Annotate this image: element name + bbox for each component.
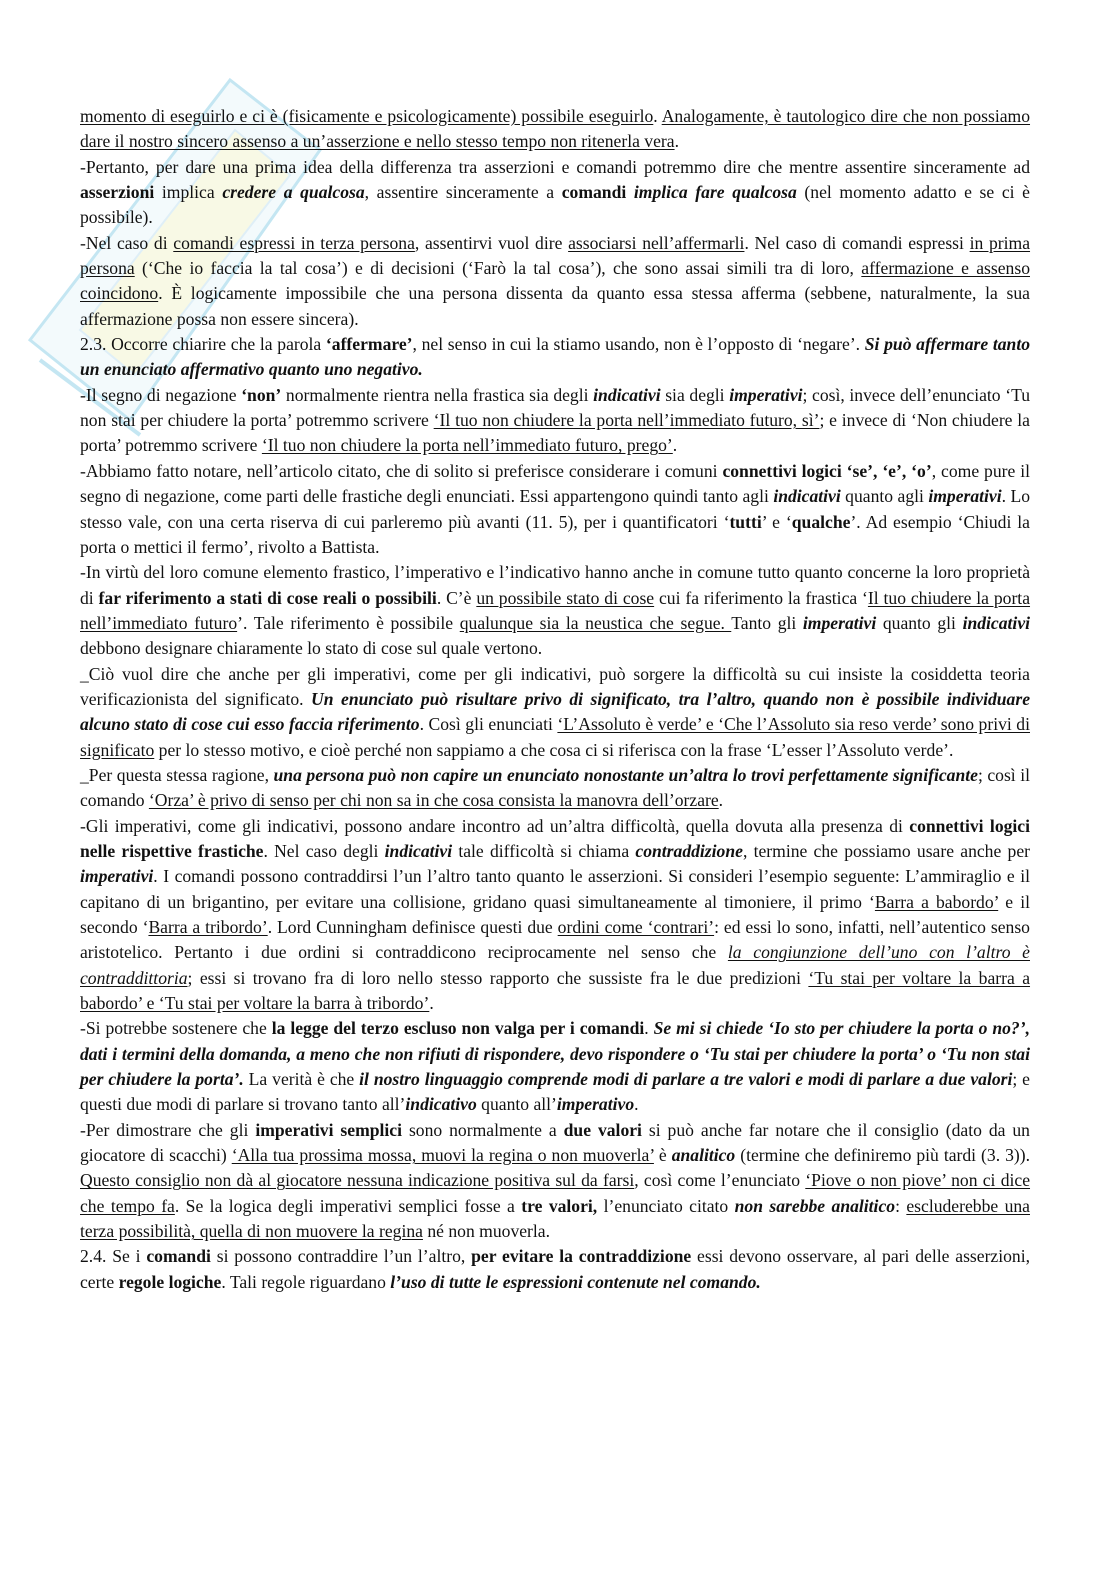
text-segment: ‘Alla tua prossima mossa, muovi la regina o non muoverla’ <box>231 1145 654 1166</box>
text-segment: . Nel caso degli <box>263 840 385 861</box>
text-segment: 2.4. Se i <box>80 1246 147 1267</box>
text-segment: in prima persona <box>80 232 1031 279</box>
text-segment: affermazione e assenso coincidono <box>80 258 1030 304</box>
paragraph <box>80 814 1030 1017</box>
text-segment: Si può affermare tanto un enunciato affermativo quanto uno negativo. <box>80 334 1031 380</box>
text-segment: Barra a babordo’ <box>874 891 999 912</box>
text-segment: , nel senso in cui la stiamo usando, non è l’opposto di ‘negare’. <box>412 334 865 355</box>
text-segment: tale difficoltà si chiama <box>452 840 636 861</box>
text-segment: si possono contraddire l’un l’altro, <box>210 1246 472 1267</box>
text-segment: . Lord Cunningham definisce questi due <box>267 917 558 937</box>
text-segment: una persona può non capire un enunciato nonostante un’altra lo trovi perfettamente significante <box>273 764 978 785</box>
text-segment: : <box>895 1195 907 1216</box>
text-segment: l’uso di tutte le espressioni contenute nel comando. <box>390 1271 761 1292</box>
paragraph <box>80 763 1030 814</box>
text-segment: -Si potrebbe sostenere che <box>80 1018 272 1039</box>
text-segment: , assentirvi vuol dire <box>414 232 569 253</box>
paragraph <box>80 662 1030 763</box>
text-segment: ’. Tale riferimento è possibile <box>237 612 460 633</box>
text-segment: ’. Ad esempio ‘Chiudi la porta o mettici il fermo’, rivolto a Battista. <box>80 511 1030 557</box>
text-segment: si può anche far notare che il consiglio (dato da un giocatore di scacchi) <box>80 1119 1030 1166</box>
text-segment: , termine che possiamo usare anche per <box>742 840 1030 861</box>
text-segment: qualche <box>791 511 851 532</box>
text-segment: ; e invece di ‘Non chiudere la porta’ potremmo scrivere <box>80 410 1030 456</box>
text-segment: : ed essi lo sono, infatti, nell’autentico senso aristotelico. Pertanto i due ordini si contraddicono reciprocamente nel senso che <box>80 917 1030 963</box>
text-segment: comandi espressi in terza persona <box>173 232 415 253</box>
text-segment: -Per dimostrare che gli <box>80 1119 256 1140</box>
text-segment: -Nel caso di <box>80 232 174 253</box>
text-segment: imperativi <box>928 486 1002 507</box>
text-segment <box>626 182 634 202</box>
text-segment: comandi <box>146 1246 211 1267</box>
text-segment: ‘Il tuo non chiudere la porta nell’immediato futuro, prego’ <box>261 435 673 456</box>
text-segment: credere a qualcosa <box>222 182 365 203</box>
text-segment: Un enunciato può risultare privo di significato, tra l’altro, quando non è possibile individuare alcuno stato di cose cui esso faccia riferimento <box>80 688 1030 735</box>
text-segment: -In virtù del loro comune elemento frastico, l’imperativo e l’indicativo hanno anche in comune tutto quanto concerne la loro proprietà di <box>80 562 1030 608</box>
text-segment: ; e questi due modi di parlare si trovano tanto all’ <box>80 1069 1030 1115</box>
text-segment: Barra a tribordo’ <box>148 917 268 937</box>
text-segment: un possibile stato di cose <box>476 587 655 608</box>
text-segment: _Per questa stessa ragione, <box>80 764 274 785</box>
text-segment: , assentire sinceramente a <box>364 182 562 203</box>
text-segment: . <box>644 1018 654 1039</box>
text-segment: la legge del terzo escluso non valga per i comandi <box>271 1018 645 1039</box>
text-segment: quanto all’ <box>476 1094 557 1115</box>
paragraph <box>80 104 1030 155</box>
text-segment: comandi <box>561 182 627 203</box>
text-segment: ‘non’ <box>241 384 282 405</box>
text-segment: . C’è <box>436 587 477 608</box>
text-segment: connettivi logici ‘se’, ‘e’, ‘o’ <box>722 460 932 481</box>
text-segment: _Ciò vuol dire che anche per gli imperativi, come per gli indicativi, può sorgere la difficoltà su cui insiste la cosiddetta teoria verificazionista del significato. <box>80 663 1030 709</box>
paragraph <box>80 155 1030 231</box>
text-segment: imperativi <box>802 612 877 633</box>
text-segment: indicativi <box>773 486 841 507</box>
document-body <box>80 104 1030 1295</box>
text-segment: due valori <box>563 1119 642 1140</box>
paragraph <box>80 1244 1030 1295</box>
paragraph <box>80 560 1030 661</box>
text-segment: ‘affermare’ <box>325 334 413 355</box>
text-segment: cui fa riferimento la frastica ‘ <box>654 587 868 608</box>
paragraph <box>80 332 1030 383</box>
text-segment: . Tali regole riguardano <box>221 1271 391 1292</box>
text-segment: implica fare qualcosa <box>633 182 797 203</box>
text-segment: contraddizione <box>635 840 743 861</box>
paragraph <box>80 459 1030 560</box>
text-segment: Questo consiglio non dà al giocatore nessuna indicazione positiva sul da farsi <box>80 1170 635 1191</box>
text-segment: imperativi semplici <box>255 1119 402 1140</box>
text-segment: normalmente rientra nella frastica sia degli <box>281 384 594 405</box>
text-segment: ‘Tu stai per voltare la barra a babordo’ e ‘Tu stai per voltare la barra à tribordo’ <box>80 967 1031 1014</box>
text-segment: . <box>653 106 662 126</box>
text-segment: escluderebbe una terza possibilità, quella di non muovere la regina <box>80 1195 1030 1242</box>
text-segment: imperativo <box>556 1094 635 1115</box>
text-segment: . <box>429 993 434 1014</box>
text-segment: la congiunzione dell’uno con l’altro è contraddittoria <box>80 942 1030 988</box>
text-segment: indicativo <box>405 1094 477 1115</box>
text-segment: (nel momento adatto e se ci è possibile). <box>80 182 1030 228</box>
text-segment: ’ e ‘ <box>761 511 792 532</box>
text-segment: indicativi <box>384 840 453 861</box>
text-segment: imperativi <box>729 384 803 405</box>
text-segment: . Se la logica degli imperativi semplici fosse a <box>174 1195 522 1216</box>
text-segment: -Il segno di negazione <box>80 384 242 405</box>
text-segment: far riferimento a stati di cose reali o possibili <box>98 587 437 608</box>
paragraph <box>80 383 1030 459</box>
text-segment: tre valori, <box>521 1195 598 1216</box>
text-segment: . <box>674 131 679 152</box>
text-segment: sono normalmente a <box>402 1119 564 1140</box>
text-segment: , così come l’enunciato <box>634 1170 806 1191</box>
text-segment: . I comandi possono contraddirsi l’un l’altro tanto quanto le asserzioni. Si consideri l’esempio seguente: L’ammiraglio e il capitano di un brigantino, per evitare una collisione, gridano quasi simultaneamente al timoniere, il primo ‘ <box>80 866 1030 912</box>
text-segment: Il tuo chiudere la porta nell’immediato futuro <box>80 587 1031 633</box>
text-segment: tutti <box>729 511 762 532</box>
text-segment: . Lo stesso vale, con una certa riserva di cui parleremo più avanti (11. 5), per i quantificatori ‘ <box>80 486 1031 532</box>
text-segment: implica <box>154 182 223 203</box>
text-segment: ordini come ‘contrari’ <box>557 917 715 937</box>
text-segment: qualunque sia la neustica che segue. <box>459 612 732 633</box>
text-segment: è <box>653 1145 672 1166</box>
text-segment: e il secondo ‘ <box>80 891 1030 937</box>
text-segment: Se mi si chiede ‘Io sto per chiudere la porta o no?’, dati i termini della domanda, a meno che non rifiuti di rispondere, devo rispondere o ‘Tu stai per chiudere la porta’ o ‘Tu non stai per chiudere la porta’. <box>80 1018 1030 1090</box>
text-segment: . <box>672 435 678 456</box>
paragraph <box>80 231 1030 332</box>
text-segment: il nostro linguaggio comprende modi di parlare a tre valori e modi di parlare a due valori <box>359 1069 1013 1090</box>
paragraph <box>80 1118 1030 1245</box>
text-segment: La verità è che <box>243 1069 360 1090</box>
text-segment: . Così gli enunciati <box>419 714 558 735</box>
text-segment: ‘L’Assoluto è verde’ e ‘Che l’Assoluto sia reso verde’ sono privi di significato <box>80 714 1030 760</box>
text-segment: connettivi logici nelle rispettive frastiche <box>80 815 1030 861</box>
text-segment: (termine che definiremo più tardi (3. 3)). <box>735 1145 1030 1166</box>
text-segment: . È logicamente impossibile che una persona dissenta da quanto essa stessa afferma (sebbene, naturalmente, la sua affermazione possa non essere sincera). <box>80 283 1030 329</box>
text-segment: asserzioni <box>80 182 155 203</box>
text-segment: . Nel caso di comandi espressi <box>744 232 970 253</box>
text-segment: associarsi nell’affermarli <box>568 232 745 253</box>
text-segment: essi devono osservare, al pari delle asserzioni, certe <box>80 1246 1031 1292</box>
text-segment: debbono designare chiaramente lo stato di cose sul quale vertono. <box>80 638 543 659</box>
text-segment: . <box>634 1094 639 1115</box>
text-segment: , come pure il segno di negazione, come parti delle frastiche degli enunciati. Essi appartengono quindi tanto agli <box>80 460 1031 507</box>
text-segment: quanto agli <box>840 486 929 507</box>
text-segment: analitico <box>671 1145 736 1166</box>
text-segment: ‘Orza’ è privo di senso per chi non sa in che cosa consista la manovra dell’orzare <box>148 790 719 811</box>
text-segment: momento di eseguirlo e ci è (fisicamente e psicologicamente) possibile eseguirlo <box>80 106 654 126</box>
paragraph <box>80 1016 1030 1117</box>
text-segment: ; essi si trovano fra di loro nello stesso rapporto che sussiste fra le due predizioni <box>187 967 809 988</box>
text-segment: Tanto gli <box>731 612 803 633</box>
text-segment: per lo stesso motivo, e cioè perché non sappiamo a che cosa ci si riferisca con la frase ‘L’esser l’Assoluto verde’. <box>154 739 954 760</box>
text-segment: ‘Il tuo non chiudere la porta nell’immediato futuro, sì’ <box>433 410 820 431</box>
text-segment: ; così il comando <box>80 764 1030 811</box>
text-segment: per evitare la contraddizione <box>471 1246 692 1267</box>
text-segment: l’enunciato citato <box>597 1195 735 1216</box>
text-segment: imperativi <box>80 866 154 887</box>
text-segment: . <box>718 790 724 811</box>
text-segment: -Abbiamo fatto notare, nell’articolo citato, che di solito si preferisce considerare i comuni <box>80 460 723 481</box>
text-segment: quanto gli <box>876 612 963 633</box>
text-segment: (‘Che io faccia la tal cosa’) e di decisioni (‘Farò la tal cosa’), che sono assai simili tra di loro, <box>134 258 862 279</box>
text-segment: indicativi <box>593 384 661 405</box>
text-segment: sia degli <box>660 384 730 405</box>
text-segment: Analogamente, è tautologico dire che non possiamo dare il nostro sincero assenso a un’asserzione e nello stesso tempo non ritenerla vera <box>80 106 1031 152</box>
text-segment: né non muoverla. <box>422 1221 550 1242</box>
text-segment: non sarebbe analitico <box>734 1195 896 1216</box>
text-segment: 2.3. Occorre chiarire che la parola <box>80 334 326 355</box>
text-segment: indicativi <box>962 612 1031 633</box>
text-segment: -Gli imperativi, come gli indicativi, possono andare incontro ad un’altra difficoltà, quella dovuta alla presenza di <box>80 815 910 836</box>
text-segment: ; così, invece dell’enunciato ‘Tu non stai per chiudere la porta’ potremmo scrivere <box>80 384 1031 431</box>
text-segment: regole logiche <box>118 1271 222 1292</box>
text-segment: ‘Piove o non piove’ non ci dice che tempo fa <box>80 1170 1031 1216</box>
text-segment: -Pertanto, per dare una prima idea della differenza tra asserzioni e comandi potremmo dire che mentre assentire sinceramente ad <box>80 156 1030 177</box>
